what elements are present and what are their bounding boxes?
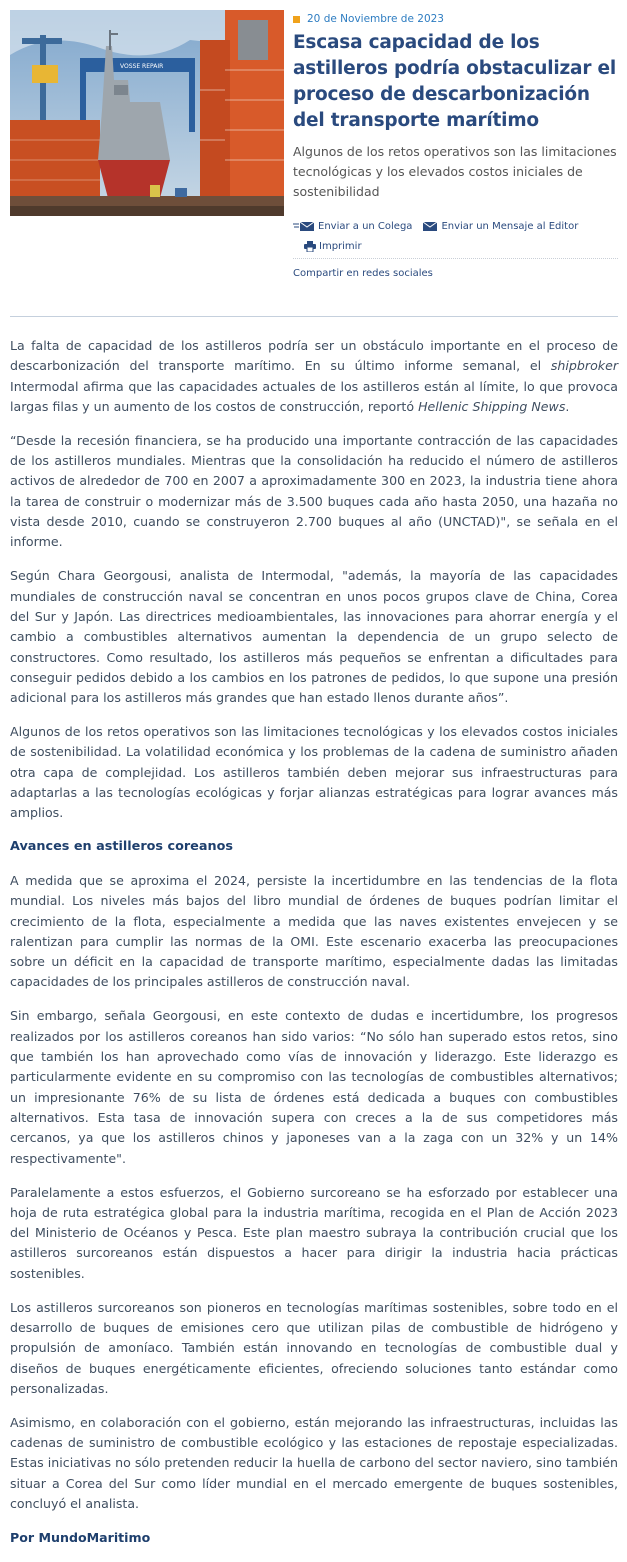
message-editor-label: Enviar un Mensaje al Editor [441, 220, 579, 232]
article-body [10, 336, 618, 1562]
actions-separator [293, 258, 618, 259]
hero-image [10, 10, 284, 216]
print-label: Imprimir [319, 240, 362, 252]
paragraph-4: Algunos de los retos operativos son las limitaciones tecnológicas y los elevados costos iniciales de sostenibilidad. La volatilidad económica y los problemas de la cadena de suministro añaden otra capa de complejidad. Los astilleros también deben mejorar sus infraestructuras para adaptarlas a las tecnologías ecológicas y forjar alianzas estratégicas para lograr avances más amplios. [10, 724, 618, 821]
send-colleague-label: Enviar a un Colega [318, 220, 413, 232]
shipbroker-term: shipbroker [550, 358, 618, 374]
section-heading: Avances en astilleros coreanos [10, 839, 234, 855]
article-title: Escasa capacidad de los astilleros podría obstaculizar el proceso de descarbonización del transporte marítimo [293, 32, 616, 131]
paragraph-2: “Desde la recesión financiera, se ha producido una importante contracción de las capacidades de los astilleros mundiales. Mientras que la consolidación ha reducido el número de astilleros activos de alrededor de 700 en 2007 a aproximadamente 300 en 2023, la industria tiene ahora la tarea de construir o modernizar más de 3.500 buques cada año hasta 2050, una hazaña no vista desde 2010, cuando se construyeron 2.700 buques al año (UNCTAD)", se señala en el informe. [10, 432, 618, 550]
mail-icon [422, 221, 438, 232]
date-marker-icon [293, 16, 300, 23]
share-social-link[interactable]: Compartir en redes sociales [293, 268, 433, 279]
paragraph-1: La falta de capacidad de los astilleros podría ser un obstáculo importante en el proceso de descarbonización del transporte marítimo. En su último informe semanal, el shipbroker Intermodal afirma que las capacidades actuales de los astilleros están al límite, lo que provoca largas filas y un aumento de los costos de construcción, reportó Hellenic Shipping News. [10, 338, 618, 414]
printer-icon [304, 241, 316, 252]
paragraph-8: Los astilleros surcoreanos son pioneros en tecnologías marítimas sostenibles, sobre todo en el desarrollo de buques de emisiones cero que utilizan pilas de combustible de hidrógeno y propulsión de amoníaco. También están innovando en tecnologías de combustible dual y diseños de buques energéticamente eficientes, ofreciendo soluciones tanto estándar como personalizadas. [10, 1299, 618, 1396]
hero-image-sign: VOSSE REPAIR [120, 63, 164, 70]
article-actions [293, 218, 618, 279]
paragraph-6: Sin embargo, señala Georgousi, en este contexto de dudas e incertidumbre, los progresos realizados por los astilleros coreanos han sido varios: “No sólo han superado estos retos, sino que también los han aprovechado como vías de innovación y liderazgo. Este liderazgo es particularmente evidente en su compromiso con las tecnologías de combustibles alternativos; un impresionante 76% de su lista de órdenes está dedicada a buques con combustibles alternativos. Esta tasa de innovación supera con creces a la de sus competidores más cercanos, ya que los astilleros chinos y japoneses van a la zaga con un 32% y un 14% respectivamente". [10, 1008, 618, 1166]
paragraph-5: A medida que se aproxima el 2024, persiste la incertidumbre en las tendencias de la flota mundial. Los niveles más bajos del libro mundial de órdenes de buques podrían limitar el crecimiento de la flota, especialmente a medida que las naves existentes envejecen y se ralentizan para cumplir las normas de la OMI. Este escenario exacerba las preocupaciones sobre un déficit en la capacidad de transporte marítimo, especialmente dadas las limitadas capacidades de los principales astilleros de construcción naval. [10, 872, 618, 990]
send-colleague-icon [293, 221, 315, 232]
send-to-colleague-link[interactable] [293, 221, 412, 232]
print-link[interactable] [304, 241, 362, 252]
source-name: Hellenic Shipping News [418, 398, 566, 414]
date-row [293, 10, 618, 28]
author-byline: Por MundoMaritimo [10, 1530, 151, 1546]
header-divider [10, 316, 618, 317]
paragraph-9: Asimismo, en colaboración con el gobierno, están mejorando las infraestructuras, incluidas las cadenas de suministro de combustible ecológico y las estaciones de repostaje especializadas. Estas iniciativas no sólo pretenden reducir la huella de carbono del sector naviero, sino también situar a Corea del Sur como líder mundial en el mercado emergente de buques sostenibles, concluyó el analista. [10, 1414, 618, 1512]
header-side [293, 10, 618, 279]
article-subtitle: Algunos de los retos operativos son las limitaciones tecnológicas y los elevados costos iniciales de sostenibilidad [293, 144, 617, 199]
paragraph-3: Según Chara Georgousi, analista de Intermodal, "además, la mayoría de las capacidades mundiales de construcción naval se concentran en unos pocos grupos clave de China, Corea del Sur y Japón. Las directrices medioambientales, las innovaciones para ahorrar energía y el cambio a combustibles alternativos aumentan la dependencia de un grupo selecto de constructores. Como resultado, los astilleros más pequeños se enfrentan a dificultades para conseguir pedidos debido a los cambios en los patrones de pedidos, lo que supone una presión adicional para los astilleros más grandes que han estado llenos durante años”. [10, 568, 618, 706]
publish-date: 20 de Noviembre de 2023 [307, 13, 444, 25]
paragraph-7: Paralelamente a estos esfuerzos, el Gobierno surcoreano se ha esforzado por establecer una hoja de ruta estratégica global para la industria marítima, recogida en el Plan de Acción 2023 del Ministerio de Océanos y Pesca. Este plan maestro subraya la contribución crucial que los astilleros surcoreanos están dispuestos a hacer para dirigir la industria hacia prácticas sostenibles. [10, 1184, 618, 1281]
article-header [10, 10, 618, 300]
message-editor-link[interactable] [422, 221, 578, 232]
